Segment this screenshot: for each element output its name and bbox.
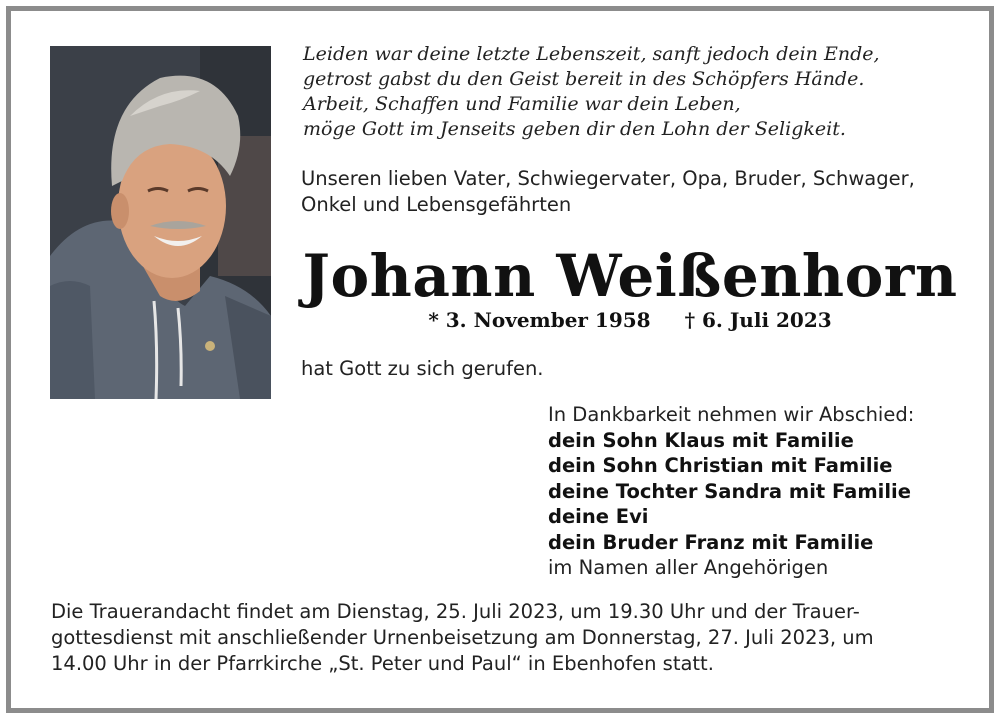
death-date: † 6. Juli 2023 (684, 308, 832, 332)
poem (303, 42, 963, 142)
mourners-closing: im Namen aller Angehörigen (548, 556, 829, 579)
birth-date: * 3. November 1958 (428, 308, 651, 332)
mourner-name: dein Sohn Christian mit Familie (548, 454, 893, 477)
intro-line: Onkel und Lebensgefährten (301, 193, 572, 216)
intro-text (301, 166, 971, 218)
poem-line: möge Gott im Jenseits geben dir den Lohn der Seligkeit. (303, 118, 846, 140)
mourner-name: dein Bruder Franz mit Familie (548, 530, 874, 554)
portrait-photo (50, 46, 271, 399)
called-text: hat Gott zu sich gerufen. (301, 357, 544, 380)
service-line: Die Trauerandacht findet am Dienstag, 25. Juli 2023, um 19.30 Uhr und der Trauer- (51, 600, 860, 623)
service-info (51, 599, 961, 677)
service-line: 14.00 Uhr in der Pfarrkirche „St. Peter und Paul“ in Ebenhofen statt. (51, 652, 714, 675)
life-dates (300, 308, 960, 332)
mourner-name: deine Evi (548, 505, 649, 528)
poem-line: Arbeit, Schaffen und Familie war dein Leben, (303, 93, 741, 115)
mourners-list (548, 402, 968, 581)
poem-line: getrost gabst du den Geist bereit in des Schöpfers Hände. (303, 68, 865, 90)
intro-line: Unseren lieben Vater, Schwiegervater, Opa, Bruder, Schwager, (301, 167, 915, 190)
portrait-image (50, 46, 271, 399)
poem-line: Leiden war deine letzte Lebenszeit, sanft jedoch dein Ende, (303, 43, 880, 65)
mourner-name: dein Sohn Klaus mit Familie (548, 428, 854, 452)
deceased-name: Johann Weißenhorn (302, 242, 958, 310)
mourners-heading: In Dankbarkeit nehmen wir Abschied: (548, 403, 915, 426)
mourner-name: deine Tochter Sandra mit Familie (548, 479, 911, 503)
service-line: gottesdienst mit anschließender Urnenbeisetzung am Donnerstag, 27. Juli 2023, um (51, 626, 874, 649)
